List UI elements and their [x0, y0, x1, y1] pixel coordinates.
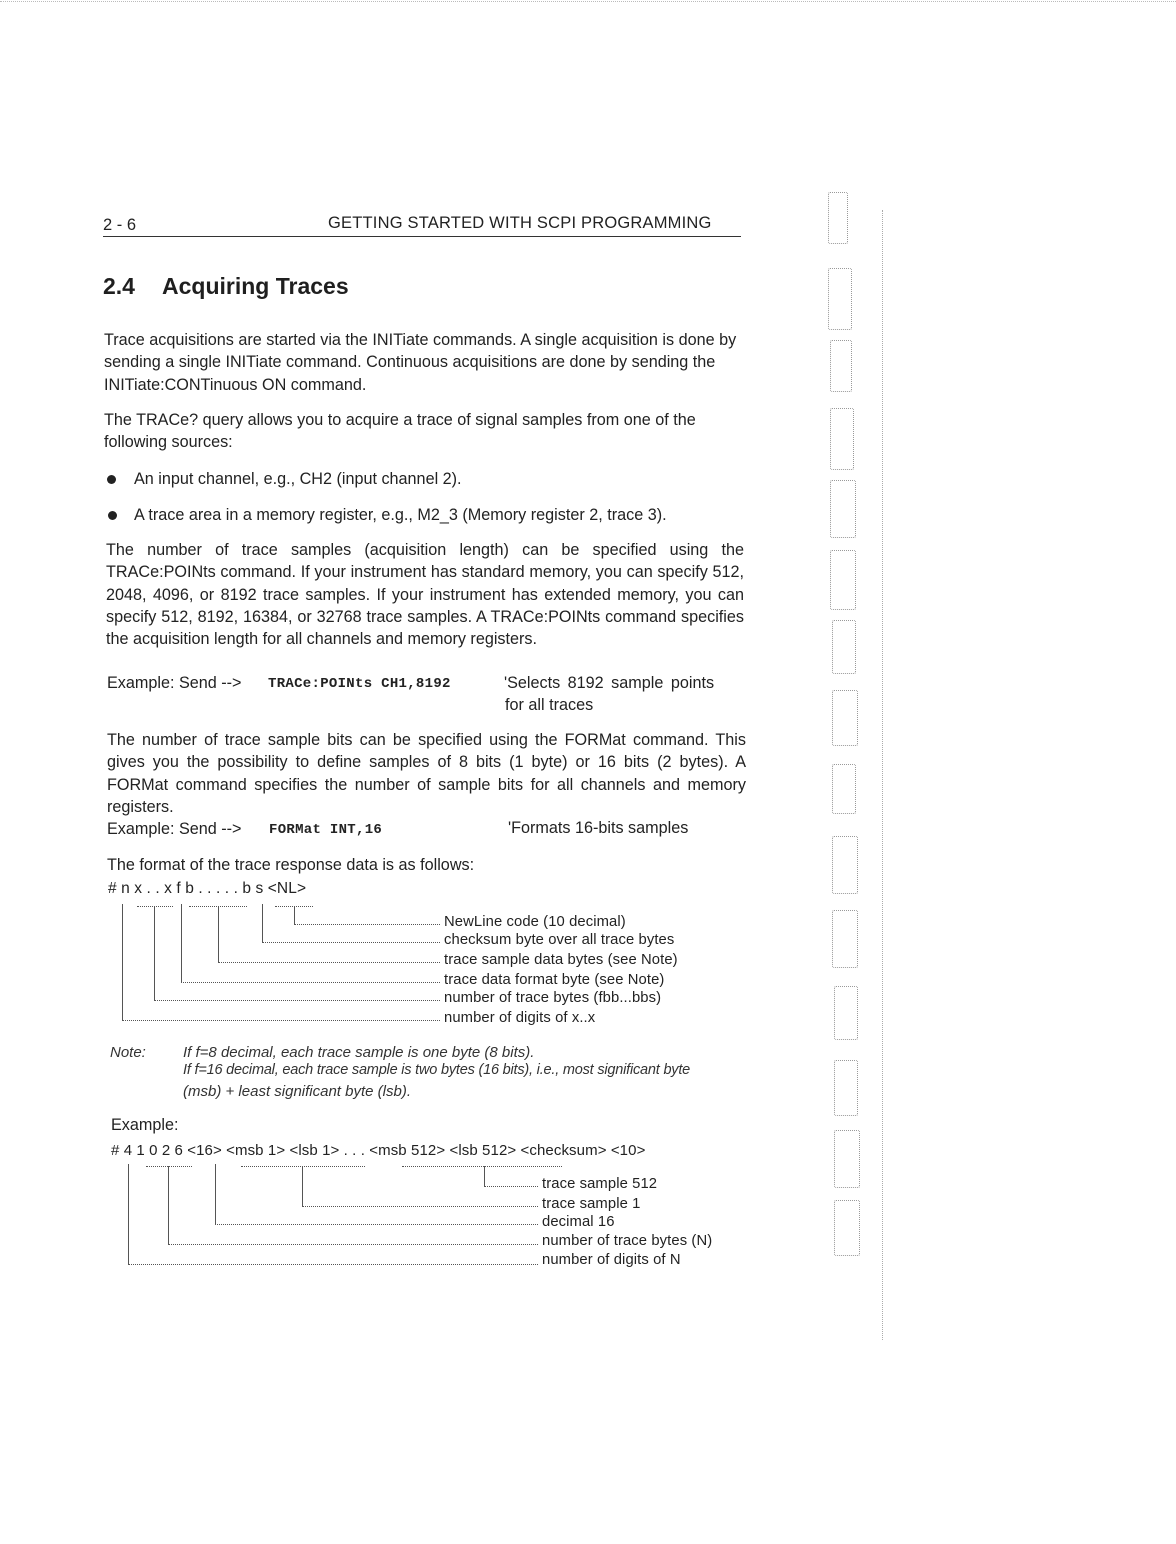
note-line: If f=8 decimal, each trace sample is one byte (8 bits).: [183, 1044, 535, 1061]
index-tab: [834, 986, 858, 1040]
example-prefix: Example: Send -->: [107, 674, 242, 692]
index-tab: [832, 910, 858, 968]
example-label: number of digits of N: [542, 1252, 681, 1268]
index-tab: [832, 836, 858, 894]
example-label: trace sample 512: [542, 1176, 658, 1192]
index-tab: [830, 340, 852, 392]
paragraph-initiate: Trace acquisitions are started via the INITiate commands. A single acquisition is done by sending a single INITiate command. Continuous acquisitions are done by sending the INITiate:CONTinuous ON command.: [104, 331, 737, 394]
bullet-icon: [107, 475, 116, 484]
paragraph-trace-points: The number of trace samples (acquisition length) can be specified using the TRACe:POINts command. If your instrument has standard memory, you can specify 512, 2048, 4096, or 8192 trace samples. If your instrument has extended memory, you can specify 512, 8192, 16384, or 32768 trace samples. A TRACe:POINts command specifies the acquisition length for all channels and memory registers.: [106, 541, 744, 649]
note-label: Note:: [110, 1044, 146, 1061]
example-label: trace sample 1: [542, 1196, 641, 1212]
running-title: GETTING STARTED WITH SCPI PROGRAMMING: [328, 214, 712, 232]
bullet-item: A trace area in a memory register, e.g., M2_3 (Memory register 2, trace 3).: [134, 506, 667, 524]
example-comment: 'Selects 8192 sample points: [504, 674, 715, 692]
index-tab-strip: [820, 150, 890, 1350]
example-prefix: Example: Send -->: [107, 820, 242, 838]
index-tab: [830, 550, 856, 610]
example-comment: for all traces: [505, 696, 594, 714]
note-line: If f=16 decimal, each trace sample is two bytes (16 bits), i.e., most significant byte: [183, 1062, 691, 1078]
scan-top-edge: [0, 1, 1176, 2]
example-label: number of trace bytes (N): [542, 1233, 713, 1249]
paragraph-trace-query: The TRACe? query allows you to acquire a trace of signal samples from one of the following sources:: [104, 411, 696, 452]
format-label: trace sample data bytes (see Note): [444, 952, 678, 968]
example-heading: Example:: [111, 1116, 179, 1134]
index-tab: [834, 1130, 860, 1188]
index-tab: [832, 620, 856, 674]
index-tab: [834, 1200, 860, 1256]
format-syntax: # n x . . x f b . . . . . b s <NL>: [108, 880, 307, 897]
paragraph-response-format: The format of the trace response data is as follows:: [107, 856, 475, 874]
page-number: 2 - 6: [103, 216, 137, 234]
format-label: number of trace bytes (fbb...bbs): [444, 990, 662, 1006]
section-number: 2.4: [103, 273, 135, 299]
index-tab: [828, 192, 848, 244]
format-label: number of digits of x..x: [444, 1010, 596, 1026]
format-label: checksum byte over all trace bytes: [444, 932, 675, 948]
header-rule: [103, 236, 741, 237]
format-label: trace data format byte (see Note): [444, 972, 665, 988]
index-tab: [834, 1060, 858, 1116]
bullet-item: An input channel, e.g., CH2 (input channel 2).: [134, 470, 462, 488]
example-command: FORMat INT,16: [269, 822, 383, 838]
bullet-icon: [108, 511, 117, 520]
example-label: decimal 16: [542, 1214, 615, 1230]
index-tab: [830, 480, 856, 538]
index-tab: [828, 268, 852, 330]
note-line: (msb) + least significant byte (lsb).: [183, 1083, 411, 1100]
example-comment: 'Formats 16-bits samples: [508, 819, 689, 837]
index-tab: [830, 408, 854, 470]
section-title: Acquiring Traces: [162, 273, 349, 299]
index-tab: [832, 690, 858, 746]
example-command: TRACe:POINts CH1,8192: [268, 676, 451, 692]
paragraph-format: The number of trace sample bits can be specified using the FORMat command. This gives you the possibility to define samples of 8 bits (1 byte) or 16 bits (2 bytes). A FORMat command specifies the number of sample bits for all channels and memory registers.: [107, 731, 746, 816]
example-syntax: # 4 1 0 2 6 <16> <msb 1> <lsb 1> . . . <msb 512> <lsb 512> <checksum> <10>: [111, 1142, 646, 1159]
index-tab: [832, 764, 856, 814]
format-label: NewLine code (10 decimal): [444, 914, 626, 930]
tab-edge-line: [882, 210, 883, 1340]
